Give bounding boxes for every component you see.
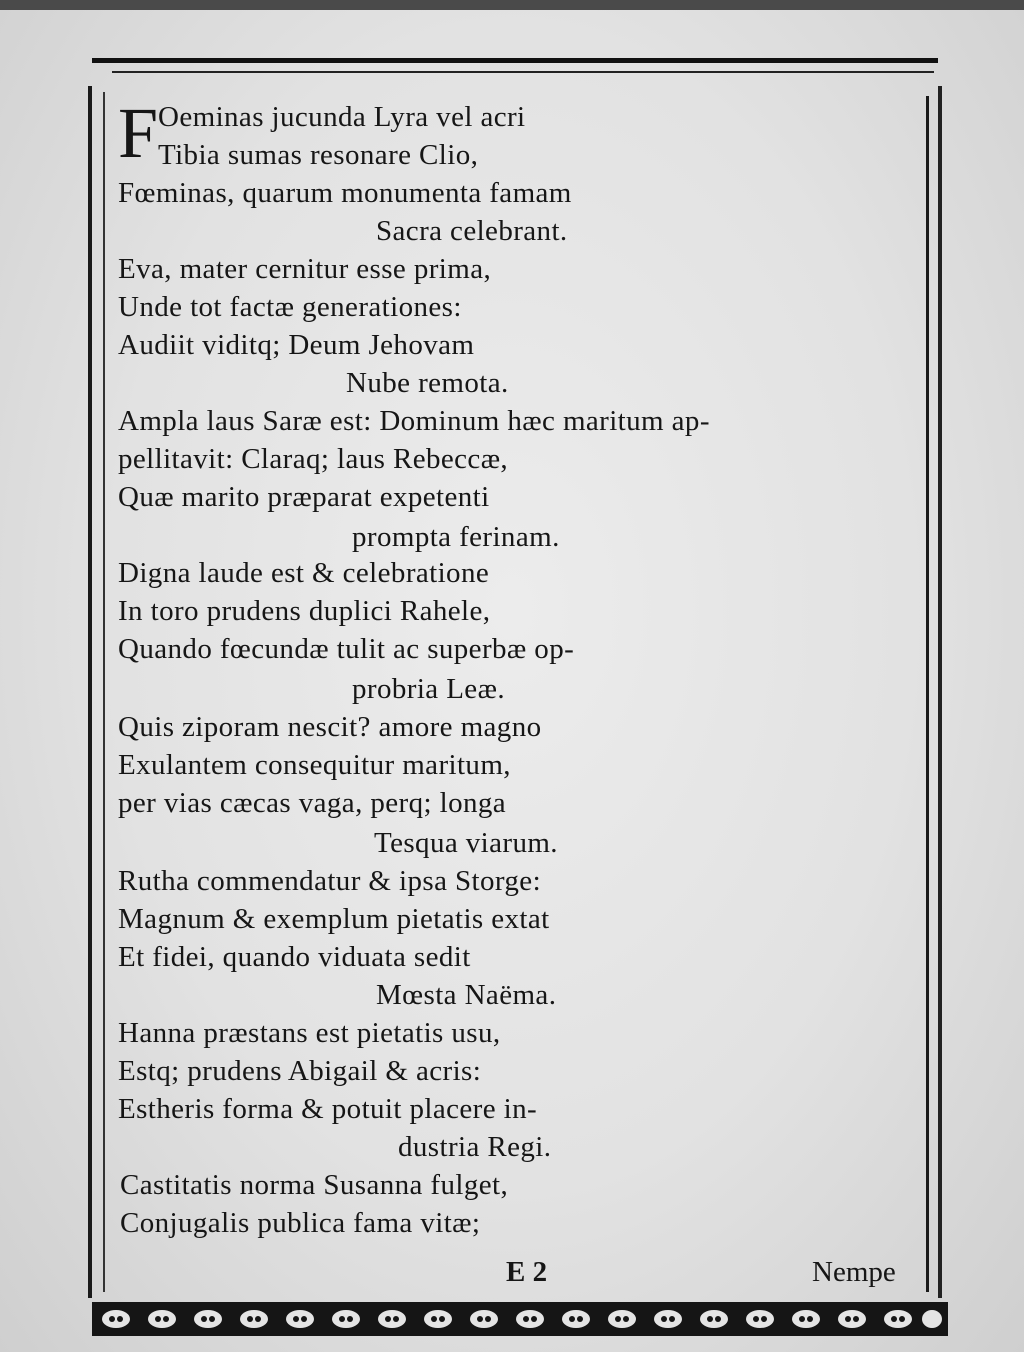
poem-line-8: Nube remota. — [346, 367, 509, 399]
poem-line-20: Tesqua viarum. — [374, 827, 558, 859]
poem-line-29: Castitatis norma Susanna fulget, — [120, 1169, 509, 1201]
poem-line-16: probria Leæ. — [352, 673, 505, 705]
poem-line-14: In toro prudens duplici Rahele, — [118, 595, 491, 627]
poem-line-23: Et fidei, quando viduata sedit — [118, 941, 471, 973]
poem-line-6: Unde tot factæ generationes: — [118, 291, 462, 323]
poem-line-5: Eva, mater cernitur esse prima, — [118, 253, 492, 285]
poem-line-12: prompta ferinam. — [352, 521, 560, 553]
poem-line-9: Ampla laus Saræ est: Dominum hæc maritum ap- — [118, 405, 710, 437]
poem-line-24: Mœsta Naëma. — [376, 979, 557, 1011]
poem-line-7: Audiit viditq; Deum Jehovam — [118, 329, 475, 361]
poem-line-2: Tibia sumas resonare Clio, — [158, 139, 479, 171]
poem-line-19: per vias cæcas vaga, perq; longa — [118, 787, 507, 819]
drop-capital: F — [118, 93, 159, 173]
signature-mark: E 2 — [506, 1256, 548, 1288]
poem-line-28: dustria Regi. — [398, 1131, 552, 1163]
poem-line-25: Hanna præstans est pietatis usu, — [118, 1017, 501, 1049]
ornamental-border-band — [92, 1302, 948, 1336]
poem-line-30: Conjugalis publica fama vitæ; — [120, 1207, 481, 1239]
poem-line-18: Exulantem consequitur maritum, — [118, 749, 511, 781]
poem-line-21: Rutha commendatur & ipsa Storge: — [118, 865, 542, 897]
poem-line-27: Estheris forma & potuit placere in- — [118, 1093, 538, 1125]
poem-line-15: Quando fœcundæ tulit ac superbæ op- — [118, 633, 575, 665]
poem-line-13: Digna laude est & celebratione — [118, 557, 490, 589]
poem-line-4: Sacra celebrant. — [376, 215, 568, 247]
poem-line-10: pellitavit: Claraq; laus Rebeccæ, — [118, 443, 509, 475]
poem-line-1: Oeminas jucunda Lyra vel acri — [158, 101, 526, 133]
poem-line-22: Magnum & exemplum pietatis extat — [118, 903, 550, 935]
poem-line-26: Estq; prudens Abigail & acris: — [118, 1055, 482, 1087]
poem-line-11: Quæ marito præparat expetenti — [118, 481, 490, 513]
poem-line-3: Fœminas, quarum monumenta famam — [118, 177, 572, 209]
catchword: Nempe — [812, 1256, 896, 1288]
poem-line-17: Quis ziporam nescit? amore magno — [118, 711, 542, 743]
